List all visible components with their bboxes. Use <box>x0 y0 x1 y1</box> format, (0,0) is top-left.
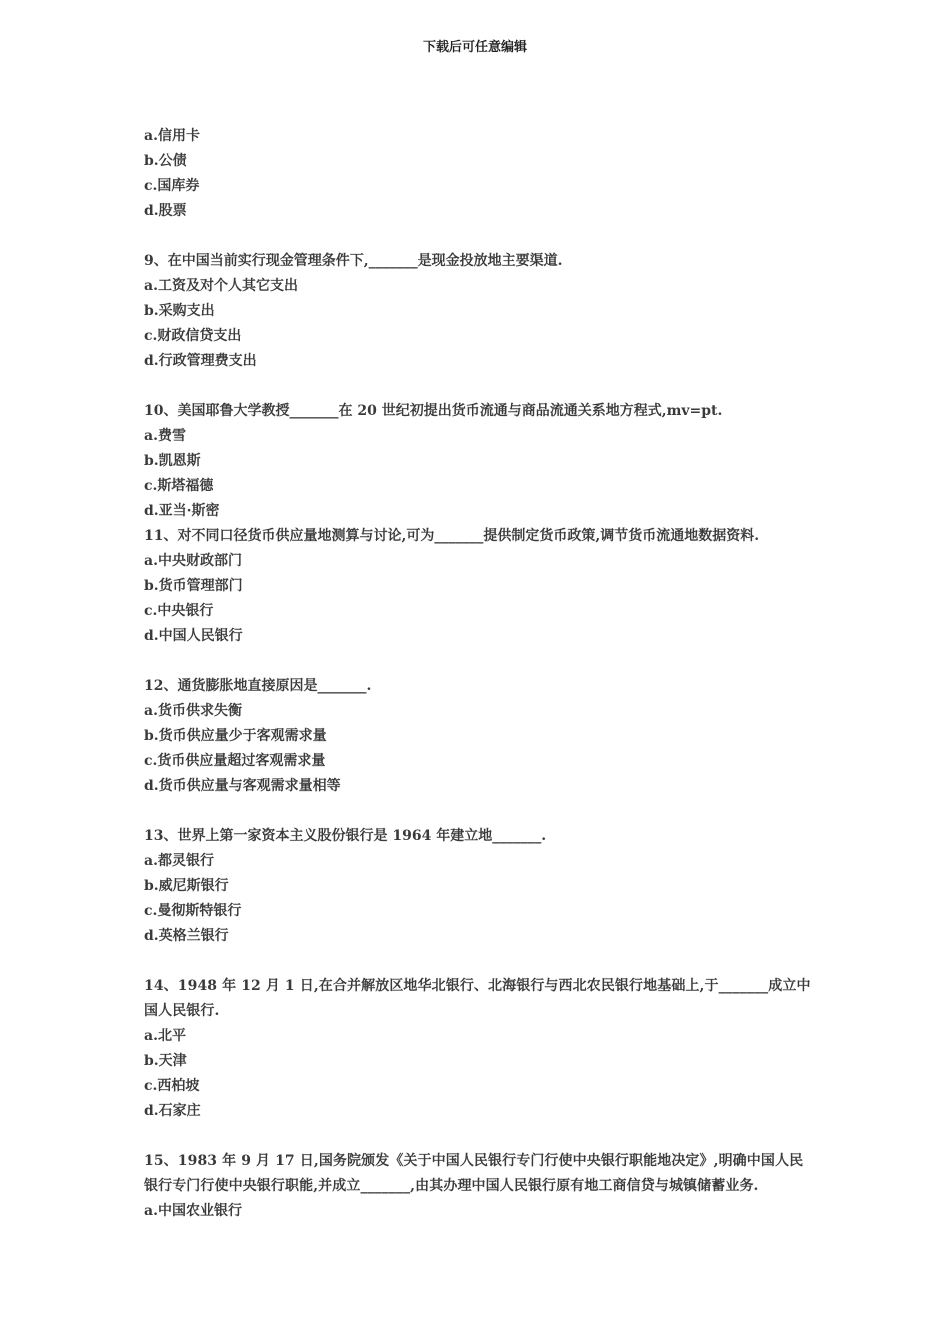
option-c: c.曼彻斯特银行 <box>144 903 242 919</box>
option-b: b.公债 <box>144 153 187 169</box>
option-d: d.货币供应量与客观需求量相等 <box>144 778 341 794</box>
option-c: c.财政信贷支出 <box>144 328 242 344</box>
option-d: d.英格兰银行 <box>144 928 229 944</box>
option-d: d.行政管理费支出 <box>144 353 257 369</box>
question-block-14 <box>144 974 814 1124</box>
document-body <box>144 124 814 1224</box>
question-text: 10、美国耶鲁大学教授_______在 20 世纪初提出货币流通与商品流通关系地方程式,mv=pt. <box>144 403 723 419</box>
page-header: 下载后可任意编辑 <box>422 40 527 55</box>
question-text: 9、在中国当前实行现金管理条件下,_______是现金投放地主要渠道. <box>144 253 563 269</box>
option-b: b.威尼斯银行 <box>144 878 229 894</box>
question-text: 15、1983 年 9 月 17 日,国务院颁发《关于中国人民银行专门行使中央银行职能地决定》,明确中国人民银行专门行使中央银行职能,并成立_______,由其办理中国人民银行原有地工商信贷与城镇储蓄业务. <box>144 1153 804 1194</box>
option-c: c.斯塔福德 <box>144 478 214 494</box>
option-b: b.货币供应量少于客观需求量 <box>144 728 327 744</box>
question-block-11 <box>144 524 814 649</box>
question-block-15 <box>144 1149 814 1224</box>
option-a: a.费雪 <box>144 428 186 444</box>
option-a: a.北平 <box>144 1028 186 1044</box>
option-b: b.天津 <box>144 1053 187 1069</box>
question-block-9 <box>144 249 814 374</box>
option-c: c.中央银行 <box>144 603 214 619</box>
option-b: b.凯恩斯 <box>144 453 201 469</box>
option-a: a.工资及对个人其它支出 <box>144 278 298 294</box>
question-block-12 <box>144 674 814 799</box>
question-text: 12、通货膨胀地直接原因是_______. <box>144 678 372 694</box>
option-a: a.都灵银行 <box>144 853 214 869</box>
option-a: a.中央财政部门 <box>144 553 242 569</box>
option-b: b.采购支出 <box>144 303 215 319</box>
option-a: a.中国农业银行 <box>144 1203 242 1219</box>
option-c: c.西柏坡 <box>144 1078 200 1094</box>
option-d: d.亚当·斯密 <box>144 503 220 519</box>
question-block-8-options <box>144 124 814 224</box>
option-d: d.股票 <box>144 203 187 219</box>
question-text: 13、世界上第一家资本主义股份银行是 1964 年建立地_______. <box>144 828 547 844</box>
option-c: c.货币供应量超过客观需求量 <box>144 753 326 769</box>
option-b: b.货币管理部门 <box>144 578 243 594</box>
option-d: d.石家庄 <box>144 1103 201 1119</box>
option-d: d.中国人民银行 <box>144 628 243 644</box>
option-c: c.国库券 <box>144 178 200 194</box>
question-text: 11、对不同口径货币供应量地测算与讨论,可为_______提供制定货币政策,调节货币流通地数据资料. <box>144 528 760 544</box>
question-text: 14、1948 年 12 月 1 日,在合并解放区地华北银行、北海银行与西北农民银行地基础上,于_______成立中国人民银行. <box>144 978 811 1019</box>
question-block-10 <box>144 399 814 524</box>
option-a: a.货币供求失衡 <box>144 703 242 719</box>
option-a: a.信用卡 <box>144 128 200 144</box>
question-block-13 <box>144 824 814 949</box>
